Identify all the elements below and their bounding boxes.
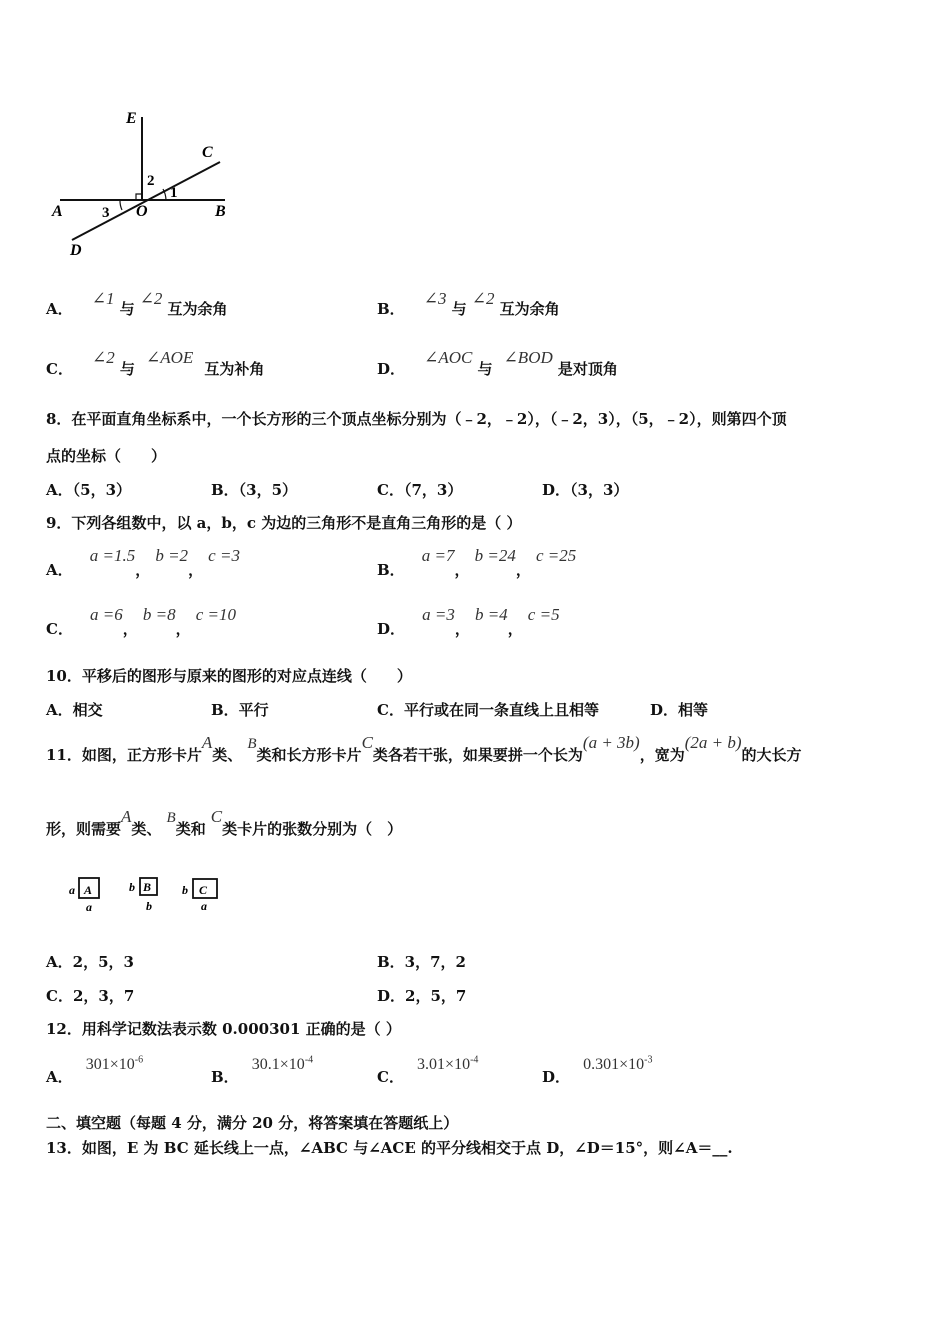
q12-c-exp: -4	[470, 1054, 479, 1066]
q8-option-d[interactable]: D．（3，3）	[542, 481, 629, 499]
q11-text-2: 类、	[212, 746, 243, 764]
q8-stem-line2: 点的坐标（ ）	[46, 447, 167, 465]
label-e: E	[126, 110, 137, 127]
q10-stem: 10．平移后的图形与原来的图形的对应点连线（ ）	[46, 667, 412, 685]
q9-stem: 9．下列各组数中，以 a，b，c 为边的三角形不是直角三角形的是（ ）	[46, 514, 522, 532]
label-angle-2: 2	[147, 173, 155, 189]
q9-option-c[interactable]	[46, 604, 237, 638]
q11-option-d[interactable]: D．2，5，7	[377, 987, 467, 1005]
q9-d-side-c: c =5	[527, 605, 560, 624]
q8-stem-line1: 8．在平面直角坐标系中，一个长方形的三个顶点坐标分别为（﹣2，﹣2），（﹣2，3），（5，﹣2），则第四个顶	[46, 410, 787, 428]
q12-option-a[interactable]	[46, 1053, 144, 1086]
q11-stem-line2	[46, 806, 403, 838]
q11-length-expr: (a + 3b)	[582, 733, 640, 752]
q7-b-text1: 与	[451, 300, 467, 318]
q7-option-a[interactable]	[46, 288, 228, 318]
q7-b-letter: B．	[377, 300, 405, 318]
q11-text-3: 类和长方形卡片	[256, 746, 362, 764]
q7-c-text1: 与	[119, 360, 135, 378]
q7-b-text2: 互为余角	[499, 300, 560, 318]
label-o: O	[136, 203, 148, 220]
q11-text-7: 形，则需要	[46, 820, 122, 838]
card-c-left-side: b	[182, 883, 188, 897]
q11-math-a: A	[201, 733, 213, 752]
q12-a-exp: -6	[134, 1054, 144, 1066]
q9-c-side-a: a =6	[90, 605, 123, 624]
q11-option-a[interactable]: A．2，5，3	[46, 953, 134, 971]
q7-option-c[interactable]	[46, 347, 265, 378]
angle-figure	[50, 105, 240, 260]
label-angle-1: 1	[170, 185, 178, 201]
q8-option-b[interactable]: B．（3，5）	[211, 481, 298, 499]
q12-d-base: 0.301×10	[583, 1056, 645, 1073]
label-c: C	[202, 144, 213, 161]
q9-option-a[interactable]	[46, 545, 240, 579]
q9-d-comma1: ，	[454, 620, 470, 638]
q9-a-side-c: c =3	[208, 546, 240, 565]
q10-option-a[interactable]: A．相交	[46, 701, 103, 719]
q13-stem: 13．如图，E 为 BC 延长线上一点，∠ABC 与∠ACE 的平分线相交于点 D，∠D＝15°，则∠A＝__.	[46, 1139, 733, 1157]
q7-d-text2: 是对顶角	[557, 360, 618, 378]
q12-a-base: 301×10	[85, 1056, 135, 1073]
q11-text-10: 类卡片的张数分别为（ ）	[222, 820, 403, 838]
q9-d-side-a: a =3	[422, 605, 455, 624]
card-b-bottom-side: b	[146, 899, 152, 913]
section-2-heading: 二、填空题（每题 4 分，满分 20 分，将答案填在答题纸上）	[46, 1114, 459, 1132]
q9-c-side-b: b =8	[142, 605, 176, 624]
q12-b-base: 30.1×10	[251, 1056, 305, 1073]
q11-option-c[interactable]: C．2，3，7	[46, 987, 135, 1005]
q9-c-comma2: ，	[175, 620, 191, 638]
q12-stem: 12．用科学记数法表示数 0.000301 正确的是（ ）	[46, 1020, 401, 1038]
q11-math-c: C	[361, 733, 373, 752]
q12-c-letter: C．	[377, 1068, 404, 1086]
q11-text-9: 类和	[175, 820, 206, 838]
q9-b-side-b: b =24	[474, 546, 516, 565]
q11-math-c-2: C	[210, 807, 223, 826]
q7-a-text1: 与	[119, 300, 135, 318]
label-a: A	[52, 203, 63, 220]
card-b-label: B	[143, 880, 152, 894]
q11-stem-line1	[46, 732, 802, 764]
q9-a-letter: A．	[46, 561, 73, 579]
q9-a-side-b: b =2	[155, 546, 189, 565]
q9-b-side-a: a =7	[421, 546, 455, 565]
q9-option-b[interactable]	[377, 545, 577, 579]
q10-option-d[interactable]: D．相等	[650, 701, 709, 719]
q12-b-exp: -4	[304, 1054, 314, 1066]
q11-text-5: ，宽为	[639, 746, 685, 764]
q9-b-letter: B．	[377, 561, 405, 579]
q12-option-d[interactable]	[542, 1053, 653, 1086]
q9-d-comma2: ，	[507, 620, 523, 638]
q7-a-math1: ∠1	[91, 289, 115, 308]
q9-c-comma1: ，	[122, 620, 138, 638]
card-c-label: C	[199, 883, 208, 897]
q9-a-side-a: a =1.5	[89, 546, 136, 565]
label-b: B	[215, 203, 226, 220]
q11-text-6: 的大长方	[741, 746, 802, 764]
card-c-bottom-side: a	[201, 899, 207, 913]
q12-a-letter: A．	[46, 1068, 73, 1086]
q7-d-letter: D．	[377, 360, 406, 378]
q7-c-letter: C．	[46, 360, 73, 378]
q9-c-side-c: c =10	[195, 605, 237, 624]
q11-math-a-2: A	[121, 807, 132, 826]
q9-d-letter: D．	[377, 620, 406, 638]
q12-option-c[interactable]	[377, 1053, 479, 1086]
q9-a-comma2: ，	[188, 561, 204, 579]
q9-b-comma1: ，	[454, 561, 470, 579]
q11-width-expr: (2a + b)	[684, 733, 742, 752]
q7-d-math1: ∠AOC	[424, 348, 473, 367]
label-d: D	[70, 242, 82, 259]
q10-option-c[interactable]: C．平行或在同一条直线上且相等	[377, 701, 599, 719]
q7-a-text2: 互为余角	[167, 300, 228, 318]
q11-option-b[interactable]: B．3，7，2	[377, 953, 466, 971]
q7-a-math2: ∠2	[139, 289, 163, 308]
q7-d-text1: 与	[477, 360, 493, 378]
q7-b-math2: ∠2	[471, 289, 495, 308]
q7-a-letter: A．	[46, 300, 73, 318]
card-a-bottom-side: a	[86, 900, 92, 914]
q7-d-math2: ∠BOD	[503, 348, 553, 367]
q11-text-8: 类、	[131, 820, 162, 838]
q9-c-letter: C．	[46, 620, 73, 638]
q7-option-b[interactable]	[377, 288, 560, 318]
card-a-left-side: a	[69, 883, 75, 897]
q7-b-math1: ∠3	[423, 289, 447, 308]
q9-d-side-b: b =4	[474, 605, 508, 624]
q12-option-b[interactable]	[211, 1053, 314, 1086]
q7-c-math2: ∠AOE	[146, 348, 194, 367]
q7-c-text2: 互为补角	[204, 360, 265, 378]
q11-math-b: B	[247, 736, 257, 752]
q7-option-d[interactable]	[377, 347, 618, 378]
q9-b-side-c: c =25	[535, 546, 577, 565]
q9-a-comma1: ，	[135, 561, 151, 579]
q8-option-a[interactable]: A．（5，3）	[46, 481, 132, 499]
q7-c-math1: ∠2	[92, 348, 115, 367]
arc-angle-3	[120, 200, 122, 210]
card-b-left-side: b	[129, 880, 135, 894]
q8-option-c[interactable]: C．（7，3）	[377, 481, 463, 499]
q12-b-letter: B．	[211, 1068, 239, 1086]
q11-text-4: 类各若干张，如果要拼一个长为	[372, 746, 583, 764]
q12-d-exp: -3	[644, 1054, 653, 1066]
q12-c-base: 3.01×10	[417, 1056, 471, 1073]
q11-text-1: 11．如图，正方形卡片	[46, 746, 202, 764]
q11-math-b-2: B	[166, 810, 176, 826]
q9-option-d[interactable]	[377, 604, 560, 638]
label-angle-3: 3	[102, 205, 110, 221]
card-a-label: A	[84, 883, 93, 897]
q10-option-b[interactable]: B．平行	[211, 701, 269, 719]
q12-d-letter: D．	[542, 1068, 571, 1086]
cards-figure	[62, 868, 242, 916]
q9-b-comma2: ，	[515, 561, 531, 579]
